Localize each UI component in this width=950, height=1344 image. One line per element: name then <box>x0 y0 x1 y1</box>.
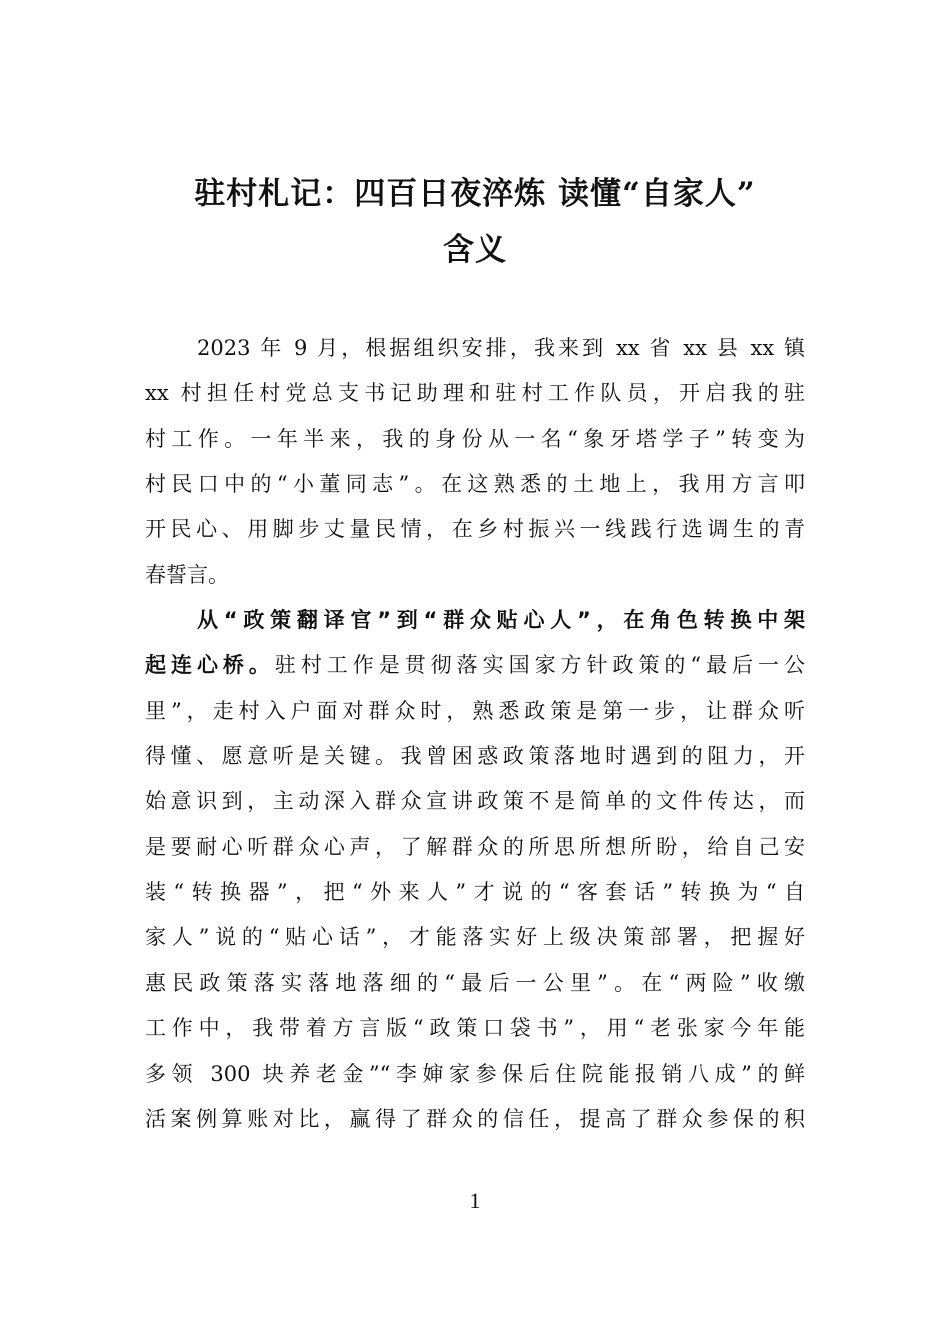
paragraph-1 <box>145 326 805 598</box>
text-line: 开民心、用脚步丈量民情，在乡村振兴一线践行选调生的青 <box>145 517 805 542</box>
text-line: 活案例算账对比，赢得了群众的信任，提高了群众参保的积 <box>145 1106 805 1131</box>
text-line: 村民口中的“小董同志”。在这熟悉的土地上，我用方言叩 <box>145 472 805 497</box>
text-line: 装“转换器”，把“外来人”才说的“客套话”转换为“自 <box>145 880 805 905</box>
document-title-line-1: 驻村札记：四百日夜淬炼 读懂“自家人” <box>194 176 756 212</box>
text-line: 多领 300 块养老金”“李婶家参保后住院能报销八成”的鲜 <box>145 1061 805 1086</box>
document-title-line-2: 含义 <box>443 232 507 268</box>
text-line <box>145 643 805 688</box>
text-line: 家人”说的“贴心话”，才能落实好上级决策部署，把握好 <box>145 925 805 950</box>
text-line: 是要耐心听群众心声，了解群众的所思所想所盼，给自己安 <box>145 834 805 859</box>
text-line: 春誓言。 <box>145 562 229 587</box>
text-segment: 驻村工作是贯彻落实国家方针政策的“最后一公 <box>274 653 806 678</box>
text-line: 惠民政策落实落地落细的“最后一公里”。在“两险”收缴 <box>145 970 805 995</box>
text-line: 村工作。一年半来，我的身份从一名“象牙塔学子”转变为 <box>145 426 805 451</box>
document-body <box>145 326 805 1142</box>
paragraph-2 <box>145 598 805 1142</box>
text-line: 工作中，我带着方言版“政策口袋书”，用“老张家今年能 <box>145 1016 805 1041</box>
section-heading-end: 起连心桥。 <box>145 653 275 678</box>
page-number: 1 <box>469 1188 481 1213</box>
text-line: xx 村担任村党总支书记助理和驻村工作队员，开启我的驻 <box>145 381 805 406</box>
text-line: 2023 年 9 月，根据组织安排，我来到 xx 省 xx 县 xx 镇 <box>197 336 805 360</box>
section-heading-line: 从“政策翻译官”到“群众贴心人”，在角色转换中架 <box>197 608 805 633</box>
text-line: 里”，走村入户面对群众时，熟悉政策是第一步，让群众听 <box>145 698 805 723</box>
text-line: 始意识到，主动深入群众宣讲政策不是简单的文件传达，而 <box>145 789 805 814</box>
text-line: 得懂、愿意听是关键。我曾困惑政策落地时遇到的阻力，开 <box>145 744 805 769</box>
